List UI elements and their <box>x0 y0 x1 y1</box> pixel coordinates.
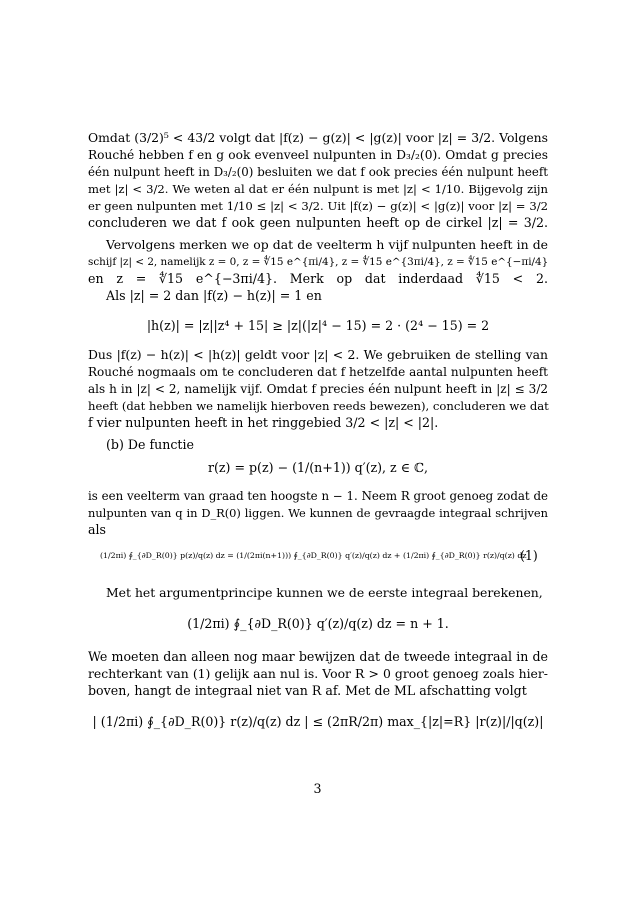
page-number: 3 <box>313 781 322 796</box>
display-equation: r(z) = p(z) − (1/(n+1)) q′(z), z ∈ ℂ, <box>207 460 429 475</box>
text-line: rechterkant van (1) gelijk aan nul is. Voor R > 0 groot genoeg zoals hier- <box>88 666 548 681</box>
text-line: is een veelterm van graad ten hoogste n − 1. Neem R groot genoeg zodat de <box>88 489 548 503</box>
text-line: Rouché hebben f en g ook evenveel nulpunten in D₃/₂(0). Omdat g precies <box>88 148 548 162</box>
text-line: We moeten dan alleen nog maar bewijzen dat de tweede integraal in de <box>88 649 548 664</box>
text-line: er geen nulpunten met 1/10 ≤ |z| < 3/2. Uit |f(z) − g(z)| < |g(z)| voor |z| = 3/2 <box>88 199 548 213</box>
display-equation: | (1/2πi) ∮_{∂D_R(0)} r(z)/q(z) dz | ≤ (2πR/2π) max_{|z|=R} |r(z)|/|q(z)| <box>92 714 544 729</box>
text-line: Rouché nogmaals om te concluderen dat f hetzelfde aantal nulpunten heeft <box>88 365 548 379</box>
text-line: Als |z| = 2 dan |f(z) − h(z)| = 1 en <box>106 288 322 303</box>
text-line: schijf |z| < 2, namelijk z = 0, z = ∜15 e^{πi/4}, z = ∜15 e^{3πi/4}, z = ∜15 e^{−πi/4} <box>88 256 549 268</box>
text-line: als <box>88 522 106 537</box>
display-equation: (1/2πi) ∮_{∂D_R(0)} p(z)/q(z) dz = (1/(2πi(n+1))) ∮_{∂D_R(0)} q′(z)/q(z) dz + (1/2πi) ∮_{∂D_R(0)} r(z)/q(z) dz <box>100 551 527 560</box>
text-line: Vervolgens merken we op dat de veelterm h vijf nulpunten heeft in de <box>106 237 548 252</box>
text-line: één nulpunt heeft in D₃/₂(0) besluiten we dat f ook precies één nulpunt heeft <box>88 165 548 179</box>
display-equation: (1/2πi) ∮_{∂D_R(0)} q′(z)/q(z) dz = n + 1. <box>187 616 449 631</box>
equation-number: (1) <box>520 548 538 563</box>
display-equation: |h(z)| = |z||z⁴ + 15| ≥ |z|(|z|⁴ − 15) = 2 · (2⁴ − 15) = 2 <box>146 318 490 333</box>
text-line: concluderen we dat f ook geen nulpunten heeft op de cirkel |z| = 3/2. <box>88 215 548 230</box>
text-line: Dus |f(z) − h(z)| < |h(z)| geldt voor |z| < 2. We gebruiken de stelling van <box>88 347 548 362</box>
text-line: heeft (dat hebben we namelijk hierboven reeds bewezen), concluderen we dat <box>88 399 549 413</box>
text-line: boven, hangt de integraal niet van R af. Met de ML afschatting volgt <box>88 683 527 698</box>
text-line: (b) De functie <box>106 437 194 452</box>
text-line: en z = ∜15 e^{−3πi/4}. Merk op dat inderdaad ∜15 < 2. <box>88 271 548 286</box>
text-line: f vier nulpunten heeft in het ringgebied 3/2 < |z| < |2|. <box>88 415 439 430</box>
text-line: met |z| < 3/2. We weten al dat er één nulpunt is met |z| < 1/10. Bijgevolg zijn <box>88 182 548 196</box>
text-line: als h in |z| < 2, namelijk vijf. Omdat f precies één nulpunt heeft in |z| ≤ 3/2 <box>88 382 548 396</box>
text-line: Met het argumentprincipe kunnen we de eerste integraal berekenen, <box>106 585 543 600</box>
text-line: Omdat (3/2)⁵ < 43/2 volgt dat |f(z) − g(z)| < |g(z)| voor |z| = 3/2. Volgens <box>88 130 548 145</box>
text-line: nulpunten van q in D_R(0) liggen. We kunnen de gevraagde integraal schrijven <box>88 506 548 520</box>
